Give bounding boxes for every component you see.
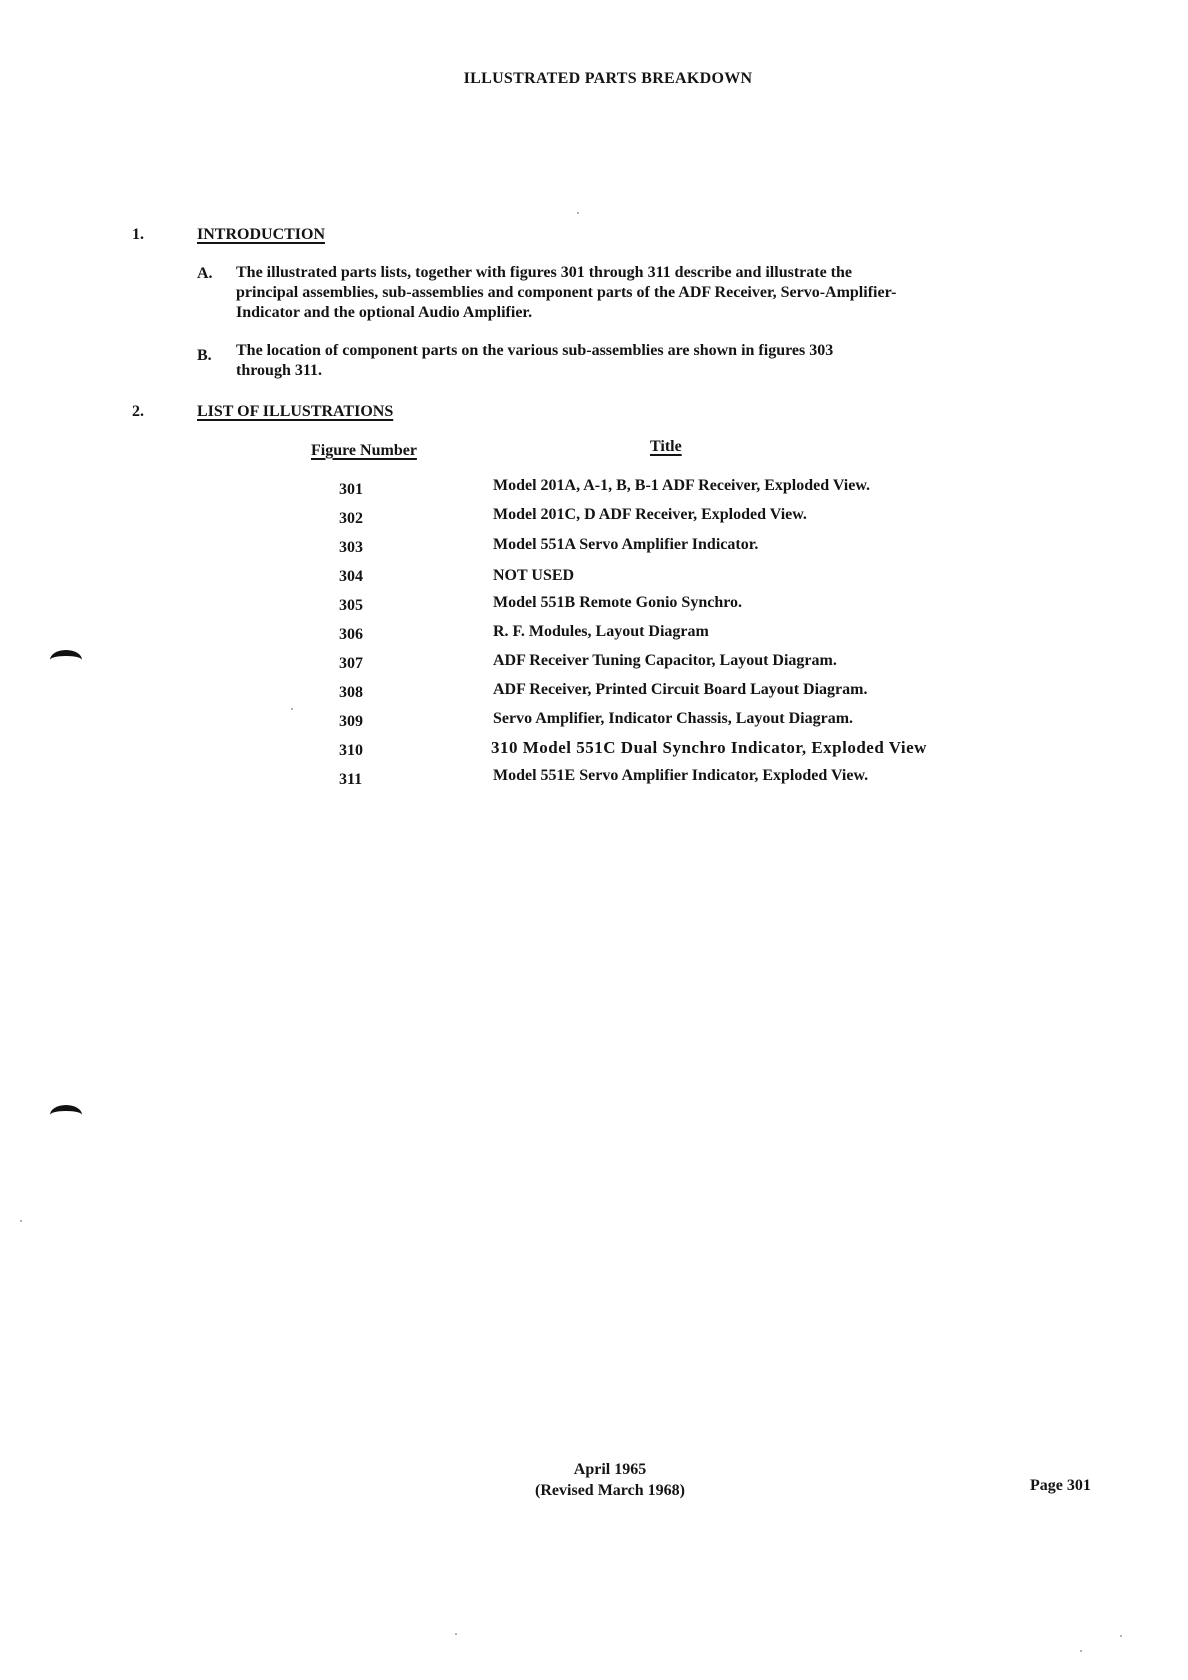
scan-speck (455, 1633, 457, 1635)
figure-number: 310 (339, 742, 363, 759)
figure-number: 305 (339, 597, 363, 614)
section-1-heading: INTRODUCTION (197, 226, 326, 243)
figure-title: Model 551E Servo Amplifier Indicator, Exploded View. (493, 767, 869, 784)
item-a-line-3: Indicator and the optional Audio Amplifier. (236, 304, 533, 321)
figure-number: 303 (339, 539, 363, 556)
column-header-title: Title (650, 438, 682, 455)
figure-number: 309 (339, 713, 363, 730)
column-header-figure: Figure Number (311, 442, 417, 459)
footer-date-block (510, 1459, 710, 1501)
figure-title: R. F. Modules, Layout Diagram (493, 623, 709, 640)
figure-title: NOT USED (493, 567, 575, 584)
figure-number: 306 (339, 626, 363, 643)
item-b-letter: B. (197, 347, 212, 364)
scan-speck (20, 1220, 22, 1222)
item-b-line-2: through 311. (236, 362, 322, 379)
figure-title: ADF Receiver, Printed Circuit Board Layout Diagram. (493, 681, 868, 698)
page-number: Page 301 (1030, 1477, 1091, 1494)
figure-title: Model 551B Remote Gonio Synchro. (493, 594, 743, 611)
section-2-heading: LIST OF ILLUSTRATIONS (197, 403, 394, 420)
footer-date: April 1965 (573, 1461, 647, 1478)
item-a-letter: A. (197, 265, 213, 282)
footer-revised: (Revised March 1968) (535, 1482, 685, 1499)
item-a-line-1: The illustrated parts lists, together with figures 301 through 311 describe and illustrate the (236, 264, 852, 281)
scan-speck (577, 212, 579, 214)
item-a-paragraph (236, 263, 1116, 323)
figure-number: 302 (339, 510, 363, 527)
figure-title: ADF Receiver Tuning Capacitor, Layout Diagram. (493, 652, 837, 669)
figure-number: 307 (339, 655, 363, 672)
figure-title: Model 551A Servo Amplifier Indicator. (493, 536, 759, 553)
figure-title: Model 201A, A-1, B, B-1 ADF Receiver, Exploded View. (493, 477, 871, 494)
item-b-line-1: The location of component parts on the various sub-assemblies are shown in figures 303 (236, 342, 834, 359)
scan-speck (1120, 1635, 1122, 1637)
binder-hole-mark (50, 1105, 82, 1125)
section-1-number: 1. (132, 226, 144, 243)
figure-title: Servo Amplifier, Indicator Chassis, Layout Diagram. (493, 710, 854, 727)
section-2-number: 2. (132, 403, 144, 420)
item-a-line-2: principal assemblies, sub-assemblies and component parts of the ADF Receiver, Servo-Amplifier- (236, 284, 897, 301)
page-title: ILLUSTRATED PARTS BREAKDOWN (463, 70, 753, 87)
figure-number: 311 (339, 771, 363, 788)
scan-speck (291, 708, 293, 710)
figure-number: 301 (339, 481, 363, 498)
scan-speck (1080, 1650, 1082, 1652)
item-b-paragraph (236, 341, 1116, 381)
figure-title: Model 201C, D ADF Receiver, Exploded View. (493, 506, 807, 523)
figure-number: 308 (339, 684, 363, 701)
figure-title: 310 Model 551C Dual Synchro Indicator, Exploded View (491, 738, 927, 757)
figure-number: 304 (339, 568, 363, 585)
binder-hole-mark (50, 650, 82, 670)
